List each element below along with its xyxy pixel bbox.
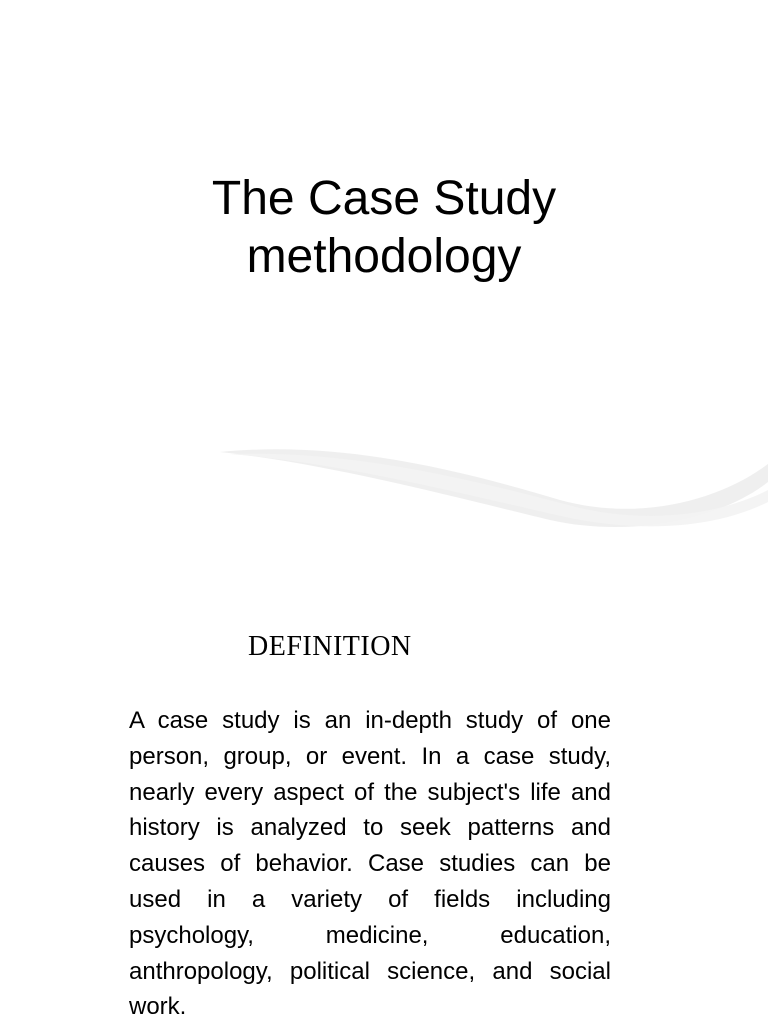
definition-slide bbox=[0, 585, 768, 1024]
decorative-swoosh bbox=[220, 430, 768, 540]
title-line-2: methodology bbox=[246, 230, 522, 283]
definition-heading: DEFINITION bbox=[248, 631, 412, 662]
definition-body: A case study is an in-depth study of one person, group, or event. In a case study, nearly every aspect of the subject's life and history is analyzed to seek patterns and causes of behavior. Case studies can be used in a variety of fields including psychology, medicine, education, anthropology, political science, and social work. bbox=[129, 707, 611, 1021]
slide-title bbox=[0, 170, 768, 286]
title-line-1: The Case Study bbox=[211, 172, 557, 225]
